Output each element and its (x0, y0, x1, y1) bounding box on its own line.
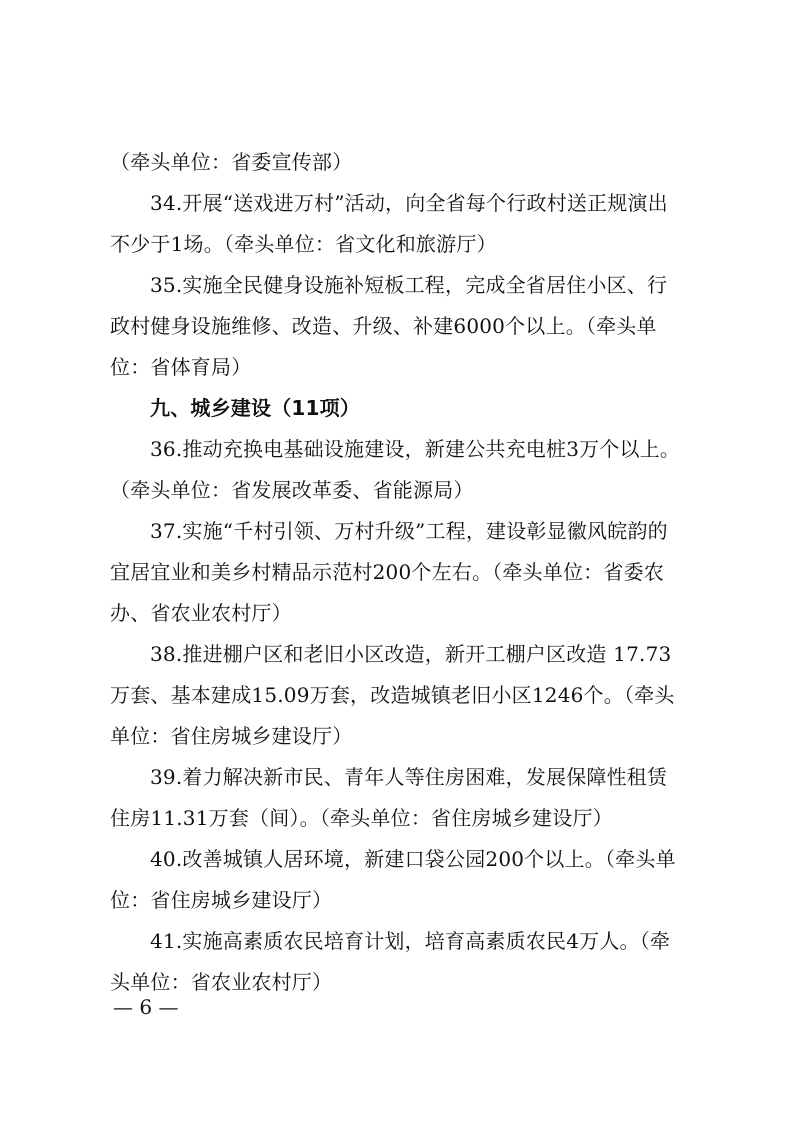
text-line: 35.实施全民健身设施补短板工程，完成全省居住小区、行 (150, 273, 668, 297)
text-line: （牵头单位：省发展改革委、省能源局） (110, 478, 474, 502)
text-line: 位：省住房城乡建设厅） (110, 888, 333, 912)
page-number: — 6 — (113, 995, 179, 1019)
text-line: 万套、基本建成15.09万套，改造城镇老旧小区1246个。（牵头 (110, 683, 675, 707)
text-line: 位：省体育局） (110, 355, 252, 379)
section-heading: 九、城乡建设（11项） (150, 396, 361, 420)
text-line: 不少于1场。（牵头单位：省文化和旅游厅） (110, 232, 497, 256)
text-line: 宜居宜业和美乡村精品示范村200个左右。（牵头单位：省委农 (110, 560, 664, 584)
text-line: 39.着力解决新市民、青年人等住房困难，发展保障性租赁 (150, 765, 668, 789)
text-line: 41.实施高素质农民培育计划，培育高素质农民4万人。（牵 (150, 929, 671, 953)
text-line: 住房11.31万套（间）。（牵头单位：省住房城乡建设厅） (110, 806, 613, 830)
text-line: 36.推动充换电基础设施建设，新建公共充电桩3万个以上。 (150, 437, 681, 461)
text-line: 政村健身设施维修、改造、升级、补建6000个以上。（牵头单 (110, 314, 657, 338)
text-line: 37.实施“千村引领、万村升级”工程，建设彰显徽风皖韵的 (150, 519, 668, 543)
text-line: 单位：省住房城乡建设厅） (110, 724, 353, 748)
text-line: 34.开展“送戏进万村”活动，向全省每个行政村送正规演出 (150, 191, 668, 215)
text-line: 38.推进棚户区和老旧小区改造，新开工棚户区改造 17.73 (150, 642, 672, 666)
text-line: 40.改善城镇人居环境，新建口袋公园200个以上。（牵头单 (150, 847, 676, 871)
text-line: （牵头单位：省委宣传部） (110, 150, 353, 174)
text-line: 办、省农业农村厅） (110, 601, 292, 625)
text-line: 头单位：省农业农村厅） (110, 970, 333, 994)
